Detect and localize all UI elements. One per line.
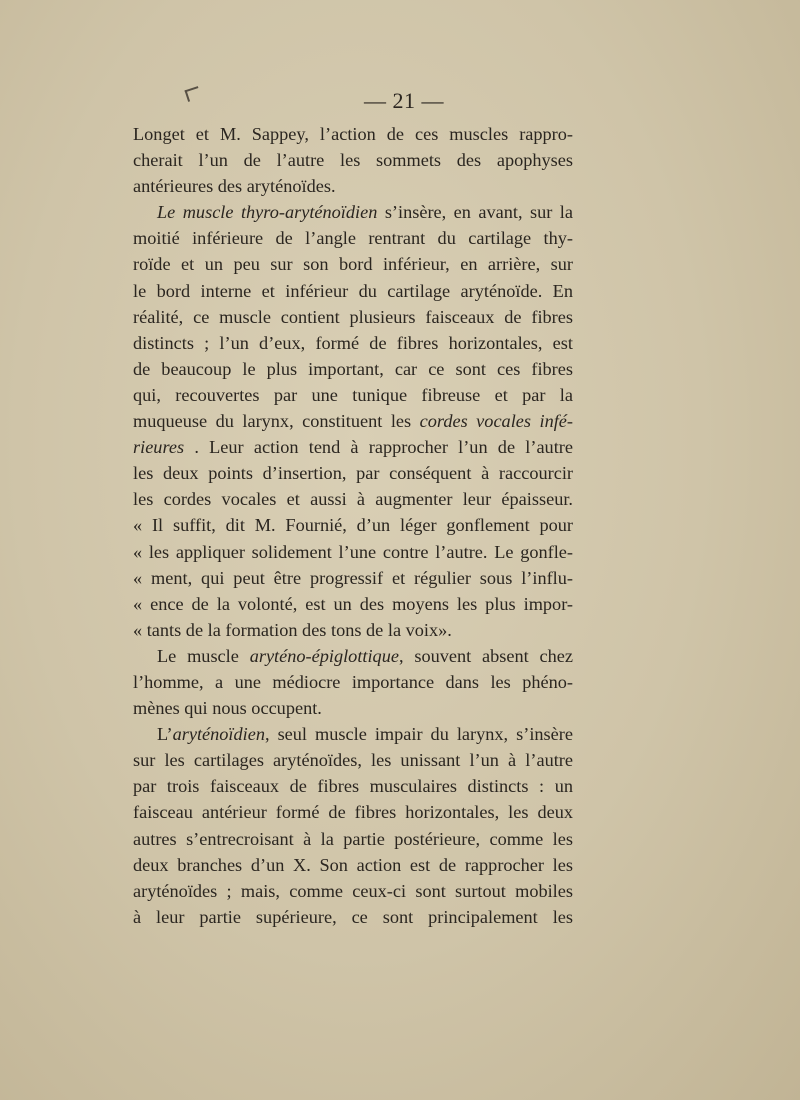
text-line — [133, 434, 573, 460]
line-text: sur les cartilages aryténoïdes, les unissant l’un à l’autre — [133, 750, 573, 771]
line-text: qui, recouvertes par une tunique fibreuse et par la — [133, 384, 573, 405]
line-text: antérieures des aryténoïdes. — [133, 176, 336, 197]
line-text: « les appliquer solidement l’une contre l’autre. Le gonfle- — [133, 541, 573, 562]
text-line — [133, 643, 573, 669]
line-text: roïde et un peu sur son bord inférieur, en arrière, sur — [133, 254, 573, 275]
line-text: muqueuse du larynx, constituent les — [133, 411, 412, 432]
italic-term: Le muscle thyro-aryténoïdien — [157, 202, 378, 223]
page-number: — 21 — — [364, 88, 444, 113]
text-line — [133, 486, 573, 512]
line-text: , souvent absent chez — [398, 645, 573, 666]
text-line — [133, 852, 573, 878]
text-line — [133, 878, 573, 904]
line-text: , seul muscle impair du larynx, s’insère — [264, 724, 573, 745]
line-text: distincts ; l’un d’eux, formé de fibres horizontales, est — [133, 332, 573, 353]
line-text: les cordes vocales et aussi à augmenter leur épaisseur. — [133, 489, 573, 510]
text-line — [133, 512, 573, 538]
text-line — [133, 278, 573, 304]
line-text: faisceau antérieur formé de fibres horizontales, les deux — [133, 802, 573, 823]
line-text: Le muscle — [157, 645, 239, 666]
italic-term: aryténo-épiglottique — [249, 645, 399, 666]
line-text: L’ — [157, 724, 173, 745]
text-line — [133, 147, 573, 173]
line-text: les deux points d’insertion, par conséquent à raccourcir — [133, 463, 573, 484]
text-line — [133, 251, 573, 277]
line-text: « ence de la volonté, est un des moyens les plus impor- — [133, 593, 573, 614]
italic-term: aryténoïdien — [172, 724, 265, 745]
line-text: mènes qui nous occupent. — [133, 698, 322, 719]
text-line — [133, 460, 573, 486]
line-text: par trois faisceaux de fibres musculaires distincts : un — [133, 776, 573, 797]
line-text: le bord interne et inférieur du cartilage aryténoïde. En — [133, 280, 573, 301]
text-line — [133, 330, 573, 356]
line-text: autres s’entrecroisant à la partie postérieure, comme les — [133, 828, 573, 849]
line-text: réalité, ce muscle contient plusieurs faisceaux de fibres — [133, 306, 573, 327]
text-line — [133, 304, 573, 330]
line-text: cherait l’un de l’autre les sommets des apophyses — [133, 150, 573, 171]
line-text: deux branches d’un X. Son action est de rapprocher les — [133, 854, 573, 875]
text-line — [133, 356, 573, 382]
line-text: de beaucoup le plus important, car ce sont ces fibres — [133, 358, 573, 379]
line-text: s’insère, en avant, sur la — [384, 202, 573, 223]
line-text: Longet et M. Sappey, l’action de ces muscles rappro- — [133, 124, 573, 144]
text-line — [133, 382, 573, 408]
line-text: aryténoïdes ; mais, comme ceux-ci sont surtout mobiles — [133, 880, 573, 901]
text-line — [133, 721, 573, 747]
text-line — [133, 669, 573, 695]
text-line — [133, 904, 573, 930]
line-text: à leur partie supérieure, ce sont principalement les — [133, 906, 573, 927]
italic-term: rieures — [133, 437, 185, 458]
line-text: « tants de la formation des tons de la voix». — [133, 619, 452, 640]
text-line — [133, 565, 573, 591]
body-text — [133, 121, 573, 930]
italic-term: cordes vocales infé- — [419, 411, 573, 432]
line-text: moitié inférieure de l’angle rentrant du cartilage thy- — [133, 228, 573, 249]
text-line — [133, 747, 573, 773]
line-text: l’homme, a une médiocre importance dans les phéno- — [133, 671, 573, 692]
text-line — [133, 408, 573, 434]
line-text: « Il suffit, dit M. Fournié, d’un léger gonflement pour — [133, 515, 573, 536]
text-line — [133, 826, 573, 852]
text-line — [133, 591, 573, 617]
text-line — [133, 695, 573, 721]
line-text: « ment, qui peut être progressif et régulier sous l’influ- — [133, 567, 573, 588]
text-line — [133, 539, 573, 565]
text-line — [133, 799, 573, 825]
text-line — [133, 173, 573, 199]
text-line — [133, 121, 573, 147]
text-line — [133, 225, 573, 251]
text-line — [133, 617, 573, 643]
line-text: . Leur action tend à rapprocher l’un de l’autre — [194, 437, 573, 458]
text-line — [133, 199, 573, 225]
text-line — [133, 773, 573, 799]
